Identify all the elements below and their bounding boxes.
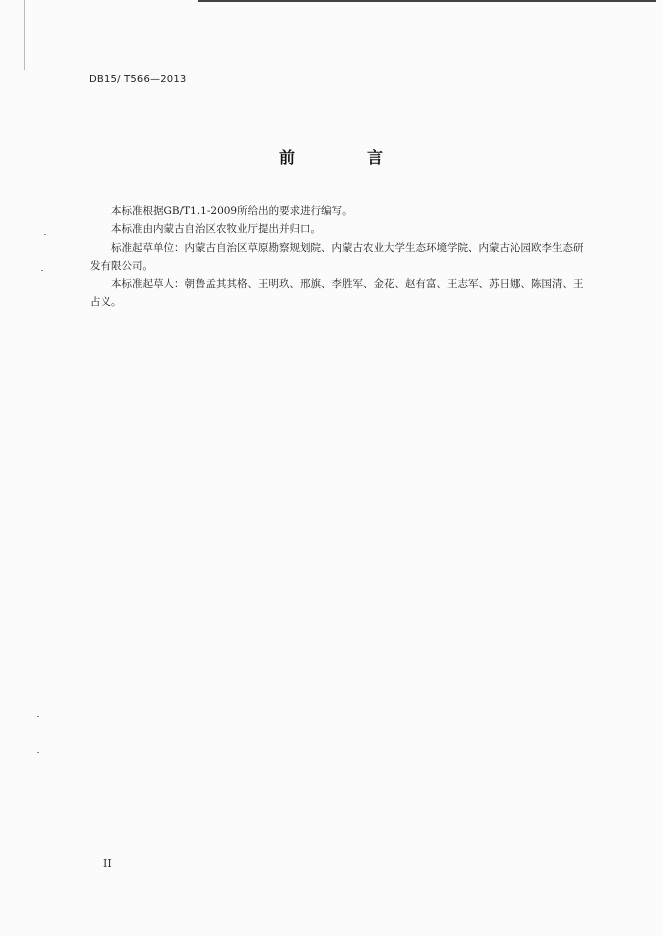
paragraph-drafting-units: 标准起草单位：内蒙古自治区草原勘察规划院、内蒙古农业大学生态环境学院、内蒙古沁园欧李生态研发有限公司。 bbox=[90, 241, 584, 272]
paragraph-proposer: 本标准由内蒙古自治区农牧业厅提出并归口。 bbox=[111, 223, 321, 236]
left-margin-line bbox=[24, 0, 25, 70]
paragraph-drafting-rules: 本标准根据GB/T1.1-2009所给出的要求进行编写。 bbox=[111, 205, 353, 217]
scan-speck bbox=[37, 752, 39, 753]
paragraph-drafters: 本标准起草人：朝鲁孟其其格、王明玖、邢旗、李胜军、金花、赵有富、王志军、苏日娜、陈国清、王占义。 bbox=[90, 278, 584, 309]
top-border-line bbox=[198, 0, 656, 2]
scan-speck bbox=[37, 716, 39, 717]
foreword-body bbox=[90, 202, 590, 312]
scan-speck bbox=[44, 234, 46, 235]
scan-speck bbox=[41, 270, 43, 271]
standard-code: DB15/ T566—2013 bbox=[89, 74, 187, 85]
page-title: 前 言 bbox=[278, 148, 411, 167]
page-number: II bbox=[103, 857, 112, 870]
